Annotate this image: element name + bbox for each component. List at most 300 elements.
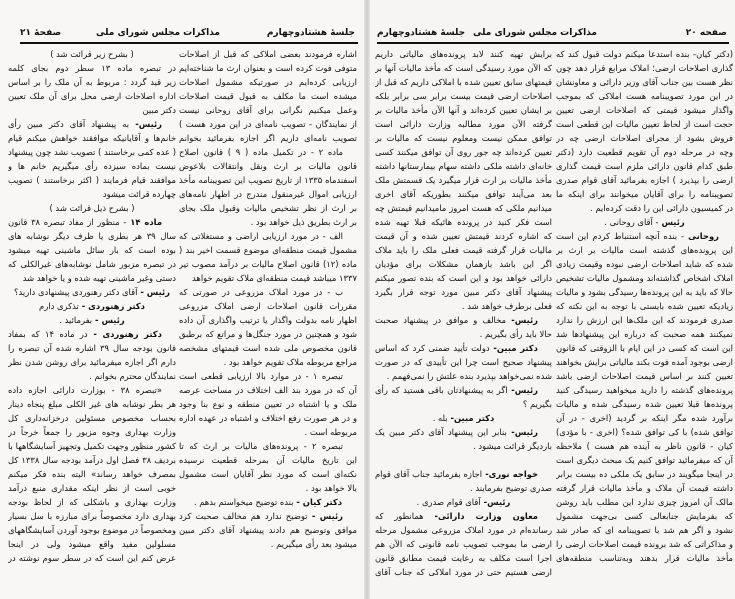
text-line bbox=[375, 257, 552, 271]
text-line bbox=[556, 257, 733, 271]
speaker-name: رئیس - bbox=[92, 315, 125, 325]
text-column-left bbox=[8, 47, 176, 565]
line-text: بر ارث بطریق ذیل خواهد بود . bbox=[250, 217, 357, 227]
line-text: کشور منظور وجهت تکمیل وتجهیز آسایشگاهها با bbox=[8, 441, 176, 451]
text-line bbox=[556, 495, 733, 509]
line-text: آقای قوام صدری . bbox=[416, 497, 481, 507]
text-line bbox=[179, 355, 357, 369]
text-line bbox=[179, 117, 357, 131]
line-text: بوده است که بار سائل ماشینی تهیه میشود bbox=[8, 245, 176, 255]
session-title: جلسهٔ هشتادوچهارم bbox=[377, 28, 466, 38]
line-text: وزارت بهداری وجوه مزبور را جمعاً خرجاً در bbox=[8, 427, 176, 437]
text-line bbox=[179, 327, 357, 341]
line-text: بنابر این پیشنهاد آقای دکتر مبین یک bbox=[375, 427, 507, 437]
line-text: متوفی فوت کرده است و بعنوان ارث ما شناخته‌ایم bbox=[179, 63, 357, 73]
text-line bbox=[8, 47, 176, 61]
text-line bbox=[8, 257, 176, 271]
text-line bbox=[8, 383, 176, 397]
line-text: این تاریخ مالیات آن بمرحله قطعیت نرسیده bbox=[179, 455, 357, 465]
line-text: طبق کدام قانون دارائی ملزم است قیمت گذاری bbox=[556, 161, 733, 171]
line-text: پیشنهاد صحیح است چرا این تأییدی که در صورت bbox=[375, 357, 552, 367]
line-text: میشود بعد رأی میگیریم . bbox=[270, 539, 357, 549]
line-text: نظر هست بین جناب آقای وزیر دارائی و معاونشان bbox=[556, 77, 733, 87]
text-line bbox=[179, 103, 357, 117]
text-line bbox=[556, 509, 733, 523]
text-line bbox=[556, 467, 733, 481]
text-column-right bbox=[556, 47, 733, 565]
speaker-name: دکتر کیان - bbox=[293, 497, 343, 507]
text-line bbox=[8, 159, 176, 173]
line-text: بمصرف خواهد رساند» البته بنده فکر میکنم bbox=[8, 469, 176, 479]
speaker-name: دکتر مبین- bbox=[447, 413, 495, 423]
line-text: بحساب مخصوص مسئولین درخزانه‌داری کل bbox=[8, 413, 176, 423]
line-text: بردیف ۳۸ فصل اول درآمد بودجه سال ۱۳۳۸ کل bbox=[8, 455, 176, 465]
line-text: توافق ممکن نیست ومعلوم نیست که مالیات بر bbox=[375, 133, 552, 143]
text-line bbox=[556, 61, 733, 75]
text-line bbox=[179, 285, 357, 299]
text-line bbox=[375, 355, 552, 369]
line-text: کیان - قانون ناظر به آینده هم هست ) ملاحظه bbox=[556, 441, 733, 451]
speaker-name: معاون وزارت دارائی- bbox=[423, 511, 538, 521]
line-text: وچه در مرحله دوم آن تقویم قطعیت دارد (دکتر bbox=[556, 147, 733, 157]
text-line bbox=[556, 201, 733, 215]
line-text: ومخصوصاً در موضوع بوجود آوردن آسایشگاههای bbox=[8, 525, 176, 535]
publication-title: مذاکرات مجلس شورای ملی bbox=[472, 28, 597, 38]
line-text: داشته قیمت آن ملاک و مأخذ مالیات قرار گرفته bbox=[556, 483, 733, 493]
line-text: هر بطر نوشابه های غیر الکلی مبلغ پنجاه دینار bbox=[8, 399, 176, 409]
text-line bbox=[179, 313, 357, 327]
line-text: تذکری دارم bbox=[39, 301, 79, 311]
line-text: تصویب نامه‌ای داریم اگر اجازه بفرمائید بخوانم bbox=[179, 133, 357, 143]
line-text: موافق وتوضیح هم دادند پیشنهاد آقای دکتر مبین bbox=[179, 525, 357, 535]
text-line bbox=[556, 481, 733, 495]
session-title: جلسهٔ هشتادوچهارم bbox=[266, 28, 355, 38]
text-line bbox=[375, 117, 552, 131]
line-text: برآورد شده مگر اینکه بر گردید (اخری - در آن bbox=[556, 413, 733, 423]
text-line bbox=[179, 369, 357, 383]
text-line bbox=[556, 453, 733, 467]
line-text: بهداری دارد مخصوصاً برای مبارزه با سل بسیار bbox=[8, 511, 176, 521]
text-line bbox=[8, 355, 176, 369]
line-text: به پیشنهاد آقای دکتر مبین رأی bbox=[8, 119, 130, 129]
text-line bbox=[8, 537, 176, 551]
header-rule bbox=[20, 42, 358, 44]
text-line bbox=[556, 75, 733, 89]
line-text: آن که در مورد بند الف اختلاف در مساحت عرصه bbox=[179, 385, 357, 395]
line-text: موافقند قیام فرمایند ( اکثر برخاستند ) تصویب bbox=[8, 175, 176, 185]
text-line bbox=[8, 313, 176, 327]
line-text: پرونده‌های گذشته را دارید میخواهید رسیدگی کنید bbox=[556, 385, 733, 395]
text-line bbox=[8, 551, 176, 565]
line-text: که الآن مورد رسیدگی است که مأخذ مالیات آنها بر bbox=[375, 63, 552, 73]
line-text: پیشنهاد آقای دکتر مبین مورد توجه قرار بگیرد bbox=[375, 287, 552, 297]
text-line bbox=[375, 159, 552, 173]
line-text: ( بشرح ذیل قرائت شد ) bbox=[49, 203, 135, 213]
line-text: بالا خواهد بود . bbox=[305, 483, 357, 493]
line-text: بعد می‌آیند توافق میکنند بطوریکه آقای اخری bbox=[375, 189, 552, 199]
page-number: صفحهٔ ۲۱ bbox=[20, 28, 62, 38]
line-text: زیادیکه تعیین شده بایستی با توجه به این نکته که bbox=[556, 301, 733, 311]
line-text: گذاری اصلاحات ارضی؛ املاک مرابع قرار دهد چون bbox=[556, 63, 733, 73]
text-line bbox=[179, 61, 357, 75]
page-header bbox=[377, 28, 727, 42]
speaker-name: روحانی bbox=[684, 231, 719, 241]
text-line bbox=[8, 327, 176, 341]
line-text: رسانده‌ام در مورد املاک مزروعی مشمول مرحله bbox=[375, 525, 552, 535]
line-text: - آقای روحانی . bbox=[604, 217, 659, 227]
text-line bbox=[375, 341, 552, 355]
speaker-name: رئیس - bbox=[137, 287, 170, 297]
text-line bbox=[375, 537, 552, 551]
text-line bbox=[556, 159, 733, 173]
text-line bbox=[375, 425, 552, 439]
line-text: ب - در مورد املاک مزروعی در صورتی که bbox=[179, 287, 343, 297]
text-line bbox=[375, 439, 552, 453]
text-line bbox=[375, 173, 552, 187]
text-line bbox=[556, 439, 733, 453]
text-line bbox=[375, 103, 552, 117]
line-text: اداره اصلاحات ارضی محل برای آن ملک تعیین bbox=[8, 91, 176, 101]
text-line bbox=[556, 187, 733, 201]
page-gutter bbox=[364, 0, 370, 599]
right-page bbox=[367, 0, 735, 599]
text-line bbox=[8, 173, 176, 187]
speaker-name: رئیس- bbox=[129, 119, 162, 129]
line-text: تبصره ۲ - پرونده‌های مالیات بر ارث که تا bbox=[179, 441, 343, 451]
text-line bbox=[375, 89, 552, 103]
text-line bbox=[8, 271, 176, 285]
line-text: اشاره فرمودند بعضی املاکی که قبل از اصلاحات bbox=[179, 49, 357, 59]
text-line bbox=[375, 201, 552, 215]
line-text: دارائی خواهد بود و این است که بنده تصور میکنم bbox=[375, 273, 552, 283]
line-text: تصویبنامه را برای آقایان میخوانند برای اینکه ما bbox=[556, 189, 733, 199]
text-line bbox=[8, 467, 176, 481]
text-line bbox=[179, 145, 357, 159]
line-text: مقررات قانون اصلاحات ارضی املاک مزروعی bbox=[179, 301, 357, 311]
text-line bbox=[375, 383, 552, 397]
text-line bbox=[8, 215, 176, 229]
text-line bbox=[179, 509, 357, 523]
text-line bbox=[375, 187, 552, 201]
line-text: مالیات قرار گرفته قیمت فعلی ملک را باید ملاک bbox=[375, 245, 552, 255]
line-text: نمیکنند همه صحبت که درباره این پیشنهادها شد bbox=[556, 329, 733, 339]
line-text: تبصره ۱ - در موارد بالا ارزیابی قطعی است bbox=[179, 371, 343, 381]
text-line bbox=[8, 481, 176, 495]
line-text: حجت است از لحاظ تعیین مالیات این قطعی است bbox=[556, 119, 733, 129]
line-text: نکته‌ای است که مورد نظر آقایان است مشمول bbox=[179, 469, 357, 479]
line-text: در تبصره ماده ۱۳ سطر دوم بجای کلمه bbox=[8, 63, 176, 73]
text-line bbox=[375, 495, 552, 509]
line-text: در اینجا میگویند در سابق یک ملکی ده بیست برابر bbox=[556, 469, 733, 479]
line-text: سال ۳۹ هر بطری یا ظرف دیگر نوشابه های bbox=[8, 231, 176, 241]
line-text: توضیح ندارد هم مخالف صحبت کرد bbox=[179, 511, 308, 521]
text-line bbox=[179, 495, 357, 509]
speaker-name: رئیس bbox=[658, 217, 685, 227]
line-text: پرونده‌ها قبلا تعیین شده رسیدگی شده و مالیات bbox=[556, 399, 733, 409]
page-number: صفحه ۲۰ bbox=[685, 28, 727, 38]
text-line bbox=[556, 341, 733, 355]
line-text: و در هر صورت رفع اختلاف و اشتباه در عهده اداره bbox=[179, 413, 357, 423]
text-line bbox=[375, 47, 552, 61]
line-text: صدری توضیح بفرمایند . bbox=[470, 483, 552, 493]
line-text: حالا باید رأی بگیریم . bbox=[479, 329, 552, 339]
text-line bbox=[556, 145, 733, 159]
line-text: اجرا است مکلف به رعایت قیمت مطابق قانون bbox=[375, 553, 552, 563]
line-text: ارزیابی اموال غیرمنقول مندرج در اظهار نامه‌های bbox=[179, 189, 357, 199]
line-text: میدانیم ملکی که هست امروز مامیدانیم قیمتش چه bbox=[375, 203, 552, 213]
text-line bbox=[556, 47, 733, 61]
line-text: شود و همچنین در مورد جنگل‌ها و مراتع که برطبق bbox=[179, 329, 357, 339]
line-text: قانون مالیات بر ارث ونقل وانتقالات بلاعوض bbox=[179, 161, 357, 171]
text-line bbox=[179, 523, 357, 537]
text-line bbox=[8, 117, 176, 131]
line-text: بنده توضیح میخواستم بدهم . bbox=[193, 497, 294, 507]
text-line bbox=[556, 173, 733, 187]
text-line bbox=[179, 453, 357, 467]
line-text: شده که شاید اصلاحات ارضی نبوده وقیمت زیادی bbox=[556, 259, 733, 269]
text-line bbox=[375, 313, 552, 327]
text-line bbox=[8, 369, 176, 383]
line-text: که اشاره کردند قیمتش تعیین شده و آن قیمت bbox=[375, 231, 552, 241]
text-line bbox=[8, 341, 176, 355]
header-rule bbox=[377, 42, 729, 44]
text-line bbox=[179, 89, 357, 103]
text-line bbox=[8, 299, 176, 313]
text-line bbox=[179, 47, 357, 61]
text-line bbox=[179, 411, 357, 425]
text-line bbox=[375, 299, 552, 313]
text-line bbox=[179, 397, 357, 411]
text-line bbox=[556, 383, 733, 397]
speaker-name: رئیس- bbox=[506, 315, 538, 325]
text-line bbox=[375, 467, 552, 481]
text-line bbox=[179, 481, 357, 495]
text-line bbox=[179, 159, 357, 173]
line-text: بر ایشان تعیین کرده‌اند و آنها الآن مأخذ مالیات بر bbox=[375, 105, 552, 115]
text-line bbox=[179, 229, 357, 243]
line-text: خانه‌ای داشته ملکی داشته سهام بیمارستانها داشته bbox=[375, 161, 552, 171]
text-line bbox=[556, 103, 733, 117]
line-text: قانون بودجه سال ۳۹ اشاره شده آن تبصره را bbox=[8, 343, 176, 353]
text-line bbox=[556, 355, 733, 369]
text-line bbox=[375, 131, 552, 145]
text-line bbox=[556, 131, 733, 145]
text-line bbox=[556, 271, 733, 285]
speaker-name: ماده ۱۴ bbox=[126, 217, 162, 227]
text-line bbox=[556, 537, 733, 551]
text-line bbox=[179, 257, 357, 271]
line-text: در این مورد تصویبنامه هست املاکی که بموجب bbox=[556, 91, 733, 101]
line-text: ( بشرح زیر قرائت شد ) bbox=[50, 49, 134, 59]
line-text: (دکتر کیان- بنده استدعا میکنم دولت قبول کند که bbox=[556, 49, 733, 59]
text-line bbox=[375, 61, 552, 75]
line-text: بفرمائید . bbox=[59, 315, 93, 325]
text-line bbox=[375, 75, 552, 89]
text-line bbox=[375, 327, 552, 341]
page-header bbox=[20, 28, 355, 42]
line-text: ماده (۱۲) قانون اصلاح مالیات بر درآمد مصوب تیر bbox=[179, 259, 357, 269]
line-text: وزارت بهداری و باشکلی که از لحاظ بودجه bbox=[8, 497, 176, 507]
line-text: اگر این باشد بازهمان مشکلات برای مؤدیان bbox=[375, 259, 552, 269]
line-text: باردیگر قرائت میشود . bbox=[473, 441, 552, 451]
text-line bbox=[8, 75, 176, 89]
line-text: دکتر مبین bbox=[142, 105, 176, 115]
text-line bbox=[556, 243, 733, 257]
line-text: در کمیسیون دارائی این را دقت کرده‌ایم . bbox=[590, 203, 733, 213]
text-line bbox=[375, 411, 552, 425]
text-line bbox=[375, 271, 552, 285]
text-line bbox=[556, 523, 733, 537]
line-text: مسلولین مفید واقع میشود ولی در اینجا bbox=[8, 539, 176, 549]
line-text: گرفته الآن مورد مطالبه وزارت دارائی است bbox=[375, 119, 552, 129]
speaker-name: رئیس - bbox=[307, 511, 344, 521]
line-text: مأخذ مالیات بر ارث قرار میگیرد یک قسمتش ملک bbox=[375, 175, 552, 185]
text-line bbox=[556, 229, 733, 243]
text-line bbox=[179, 299, 357, 313]
speaker-name: رئیس- bbox=[506, 427, 538, 437]
text-line bbox=[179, 215, 357, 229]
text-line bbox=[8, 411, 176, 425]
line-text: نیست بماده سیزده رأی میگیریم خانم ها و bbox=[8, 161, 176, 171]
text-line bbox=[556, 327, 733, 341]
text-line bbox=[556, 313, 733, 327]
text-line bbox=[556, 299, 733, 313]
text-line bbox=[8, 523, 176, 537]
line-text: میشده است ما مکلف به قبول قیمت اصلاحات bbox=[179, 91, 357, 101]
line-text: فروش بشود از مجرای اصلاحات ارضی چه در bbox=[556, 133, 733, 143]
line-text: قیمتهای سابق تعیین شده با املاکی داریم که قبل از bbox=[375, 77, 552, 87]
line-text: نشود و اگر هم شد با تصویبنامه ای که صادر شد bbox=[556, 525, 733, 535]
text-line bbox=[375, 243, 552, 257]
text-line bbox=[179, 173, 357, 187]
speaker-name: دکتر رهنوردی - bbox=[78, 301, 145, 311]
line-text: چهارده قرائت میشود bbox=[102, 189, 176, 199]
text-line bbox=[375, 229, 552, 243]
line-text: ارضی هستیم حتی در مورد املاکی که جناب آقای bbox=[375, 567, 552, 577]
line-text: تعیین کرده‌اند چه جور روی آن توافق میکنند کسی bbox=[375, 147, 552, 157]
line-text: ( عده کمی برخاستند ) تصویب نشد چون پیشنهاد bbox=[8, 147, 176, 157]
text-line bbox=[8, 243, 176, 257]
text-line bbox=[556, 117, 733, 131]
text-line bbox=[8, 131, 176, 145]
text-line bbox=[8, 509, 176, 523]
text-line bbox=[8, 397, 176, 411]
line-text: مالک آن امروز چیزی ندارد این مطلب باید روشن bbox=[556, 497, 733, 507]
text-line bbox=[556, 425, 733, 439]
line-text: اگر به پیشنهادتان باقی هستید که رأی bbox=[375, 385, 508, 395]
text-line bbox=[556, 551, 733, 565]
text-line bbox=[179, 341, 357, 355]
text-line bbox=[179, 425, 357, 439]
line-text: صدری فرمودند که این ملک‌ها این ارزش را ندارد bbox=[556, 315, 733, 325]
line-text: زیر قید گردد : مربوط به آن ملک را بر اساس bbox=[8, 77, 176, 87]
text-line bbox=[556, 369, 733, 383]
speaker-name: رئیس- bbox=[507, 385, 538, 395]
text-line bbox=[375, 285, 552, 299]
line-text: «تبصره ۳۸ - بوزارت دارائی اجازه داده bbox=[8, 385, 162, 395]
text-line bbox=[179, 243, 357, 257]
text-line bbox=[375, 397, 552, 411]
text-line bbox=[556, 411, 733, 425]
text-line bbox=[179, 201, 357, 215]
line-text: تعیین کنند بر اساس قیمت اصلاحات ارضی باشد bbox=[556, 371, 733, 381]
line-text: دستی وغیر ماشینی تهیه شده و یا خواهد شد bbox=[22, 273, 176, 283]
text-line bbox=[8, 145, 176, 159]
line-text: اسفندماه ۱۳۳۵ از تاریخ تصویب این تصویبنامه مأخذ bbox=[179, 175, 357, 185]
text-line bbox=[375, 523, 552, 537]
text-line bbox=[8, 453, 176, 467]
text-line bbox=[375, 145, 552, 159]
text-line bbox=[8, 61, 176, 75]
line-text: همانطور که bbox=[375, 511, 424, 521]
text-line bbox=[556, 89, 733, 103]
line-text: از نمایندگان - تصویب نامه‌ای در این مورد هست ) bbox=[179, 119, 357, 129]
line-text: حالا که باید به این پرونده‌ها رسیدگی بشود و مالیات bbox=[556, 287, 733, 297]
line-text: ارضی را بپذیرد ) اجازه بفرمائید آقای قوام صدری bbox=[556, 175, 733, 185]
line-text: اظهار نامه بدولت واگذار یا ترتیب واگذاری آن داده bbox=[179, 315, 357, 325]
line-text: مربوطه است . bbox=[304, 427, 357, 437]
line-text: الف - در مورد ارزیابی اراضی و مستغلاتی که bbox=[179, 231, 343, 241]
line-text: خانم‌ها و آقایانیکه موافقند خواهش میکنم قیام bbox=[8, 133, 176, 143]
text-line bbox=[375, 551, 552, 565]
text-line bbox=[375, 565, 552, 579]
line-text: ماده ۲ - در تکمیل ماده ( ۹ ) قانون اصلاح bbox=[179, 147, 343, 157]
speaker-name: دکتر مبین- bbox=[489, 343, 538, 353]
line-text: است فکر کنید در پرونده هائیکه قبلا تهیه شده bbox=[375, 217, 552, 227]
speaker-name: رئیس- bbox=[480, 497, 511, 507]
left-page bbox=[0, 0, 367, 599]
text-line bbox=[179, 537, 357, 551]
line-text: برایش تهیه کنند لابد پرونده‌های مالیاتی داریم bbox=[375, 49, 552, 59]
line-text: وعمل میکنیم نگرانی برای آقای روحانی نیست bbox=[179, 105, 357, 115]
line-text: فعلی برطرف خواهد شد . bbox=[461, 301, 552, 311]
line-text: بگیریم ؟ bbox=[522, 399, 552, 409]
text-line bbox=[179, 383, 357, 397]
text-line bbox=[8, 187, 176, 201]
line-text: نمایندگان محترم بخوانم . bbox=[89, 371, 176, 381]
line-text: ارضی بوجود آمده فوت بکند مالیاتی برایش بخواهند bbox=[556, 357, 733, 367]
line-text: آن که میفرمائید توافق کنیم یک مبحث دیگری است bbox=[556, 455, 733, 465]
speaker-name: دکتر رهنوردی - bbox=[87, 329, 162, 339]
text-line bbox=[375, 369, 552, 383]
line-text: این پرونده‌های گذشته است مالیات بر ارث بر bbox=[556, 245, 733, 255]
line-text: و مذاکراتی که شد برونده قیمت اصلاحات ارضی را bbox=[556, 539, 733, 549]
line-text: توافق شده) با کی توافق شده؟ (اخری - با مؤدی) bbox=[556, 427, 733, 437]
text-line bbox=[556, 215, 733, 229]
text-line bbox=[8, 425, 176, 439]
text-line bbox=[8, 229, 176, 243]
line-text: - منظور از مفاد تبصره ۳۸ قانون bbox=[8, 217, 127, 227]
line-text: در تبصره مزبور شامل نوشابه‌های غیرالکلی که bbox=[8, 259, 176, 269]
text-line bbox=[179, 131, 357, 145]
text-line bbox=[375, 453, 552, 467]
text-line bbox=[8, 439, 176, 453]
line-text: دولت تأیید ضمنی کرد که اساس bbox=[375, 343, 490, 353]
text-line bbox=[8, 495, 176, 509]
line-text: که بفرمایش جنابعالی کسی بی‌جهت مشمول bbox=[556, 511, 733, 521]
text-column-right bbox=[179, 47, 357, 551]
line-text: اصلاحات ارضی قیمت بیست برابر سی برابر بلکه bbox=[375, 91, 552, 101]
line-text: قانون مخصوص ملی شده است قیمتهای مشخصه bbox=[179, 343, 357, 353]
line-text: ملک و یا اشتباه در تعیین منطقه و نوع بنا وجود bbox=[179, 399, 357, 409]
text-line bbox=[375, 481, 552, 495]
line-text: در ماده ۱۴ که بمفاد bbox=[8, 329, 88, 339]
text-line bbox=[179, 187, 357, 201]
text-line bbox=[8, 285, 176, 299]
line-text: بله . bbox=[432, 413, 448, 423]
text-line bbox=[179, 439, 357, 453]
line-text: خوبی است از نظر اینکه مقداری منبع درآمد bbox=[8, 483, 176, 493]
